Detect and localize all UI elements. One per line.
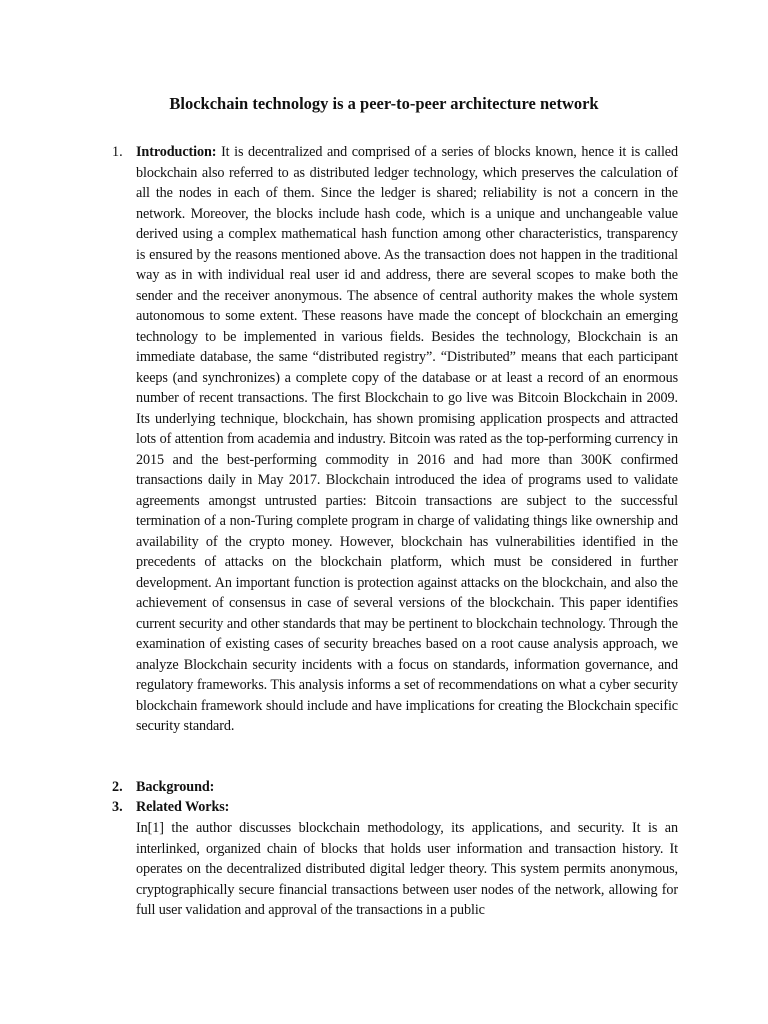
section-text: It is decentralized and comprised of a series of blocks known, hence it is called blockchain also referred to as distributed ledger technology, which preserves the calculation of all the nodes in each of them. Since the ledger is shared; reliability is not a concern in the network. Moreover, the blocks include hash code, which is a unique and unchangeable value derived using a complex mathematical hash function among other characteristics, transparency is ensured by the reasons mentioned above. As the transaction does not happen in the traditional way as in with individual real user id and address, there are several scopes to make both the sender and the receiver anonymous. The absence of central authority makes the whole system autonomous to some extent. These reasons have made the concept of blockchain an emerging technology to be implemented in various fields. Besides the technology, Blockchain is an immediate database, the same “distributed registry”. “Distributed” means that each participant keeps (and synchronizes) a complete copy of the database or at least a record of an enormous number of recent transactions. The first Blockchain to go live was Bitcoin Blockchain in 2009. Its underlying technique, blockchain, has shown promising application prospects and attracted lots of attention from academia and industry. Bitcoin was rated as the top-performing currency in 2015 and the best-performing commodity in 2016 and had more than 300K confirmed transactions daily in May 2017. Blockchain introduced the idea of programs used to validate agreements amongst untrusted parties: Bitcoin transactions are subject to the successful termination of a non-Turing complete program in charge of validating things like ownership and availability of the crypto money. However, blockchain has vulnerabilities identified in the precedents of attacks on the blockchain platform, which must be considered in further development. An important function is protection against attacks on the blockchain, and also the achievement of consensus in case of several versions of the blockchain. This paper identifies current security and other standards that may be pertinent to blockchain technology. Through the examination of existing cases of security breaches based on a root cause analysis approach, we analyze Blockchain security incidents with a focus on standards, information governance, and regulatory frameworks. This analysis informs a set of recommendations on what a cyber security blockchain framework should include and have implications for creating the Blockchain specific security standard. bbox=[136, 144, 679, 734]
section-body bbox=[136, 142, 678, 737]
related-works-text: In[1] the author discusses blockchain methodology, its applications, and security. It is an interlinked, organized chain of blocks that holds user information and transaction history. It operates on the decentralized distributed digital ledger theory. This system permits anonymous, cryptographically secure financial transactions between user nodes of the network, allowing for full user validation and approval of the transactions in a public bbox=[136, 820, 678, 918]
section-body bbox=[136, 797, 678, 818]
section-number: 1. bbox=[112, 144, 123, 160]
section-introduction bbox=[112, 142, 678, 737]
section-related-works bbox=[112, 797, 678, 818]
section-heading: Related Works: bbox=[136, 799, 230, 815]
section-heading: Introduction: bbox=[136, 144, 217, 160]
section-number: 3. bbox=[112, 799, 123, 815]
section-background bbox=[112, 777, 678, 798]
section-number: 2. bbox=[112, 779, 123, 795]
section-heading: Background: bbox=[136, 779, 215, 795]
section-body bbox=[136, 777, 678, 798]
document-title: Blockchain technology is a peer-to-peer architecture network bbox=[169, 94, 599, 113]
